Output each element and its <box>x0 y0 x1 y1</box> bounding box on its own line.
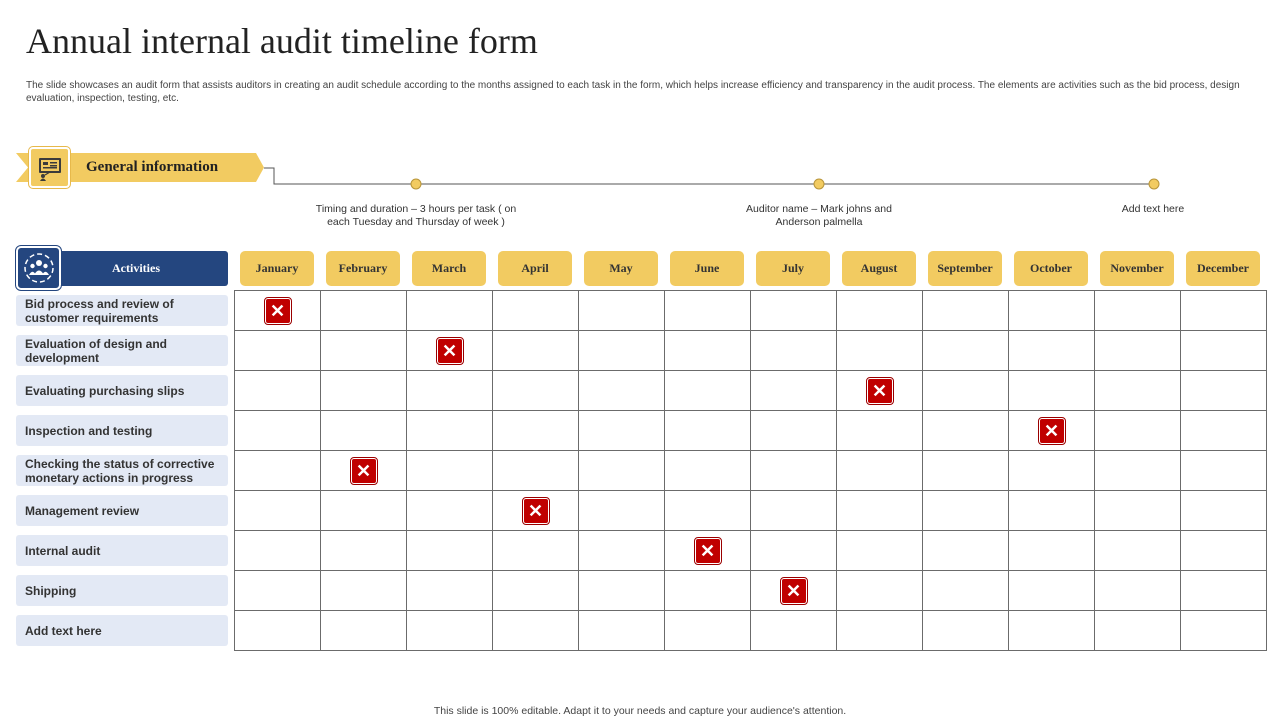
table-row <box>235 291 1267 331</box>
timeline-dot <box>411 179 421 189</box>
scheduled-mark-icon[interactable]: ✕ <box>265 298 291 324</box>
schedule-cell[interactable] <box>665 411 751 451</box>
schedule-cell[interactable] <box>751 611 837 651</box>
schedule-cell[interactable] <box>407 531 493 571</box>
schedule-cell[interactable] <box>751 411 837 451</box>
schedule-cell[interactable] <box>665 611 751 651</box>
schedule-cell[interactable] <box>923 331 1009 371</box>
month-header-december: December <box>1186 251 1260 286</box>
schedule-cell[interactable] <box>665 571 751 611</box>
activity-label: Bid process and review of customer requirements <box>16 295 228 326</box>
team-people-icon <box>23 252 55 284</box>
schedule-cell[interactable] <box>751 331 837 371</box>
schedule-cell[interactable] <box>1009 411 1095 451</box>
schedule-cell[interactable] <box>751 571 837 611</box>
schedule-cell[interactable] <box>1181 531 1267 571</box>
activities-header-label: Activities <box>112 261 160 275</box>
schedule-cell[interactable] <box>751 491 837 531</box>
month-header-july: July <box>756 251 830 286</box>
schedule-cell[interactable] <box>665 371 751 411</box>
schedule-cell[interactable] <box>407 411 493 451</box>
schedule-cell[interactable] <box>837 371 923 411</box>
schedule-cell[interactable] <box>1009 451 1095 491</box>
schedule-cell[interactable] <box>1095 531 1181 571</box>
schedule-cell[interactable] <box>321 371 407 411</box>
schedule-cell[interactable] <box>1095 491 1181 531</box>
table-row <box>235 491 1267 531</box>
schedule-cell[interactable] <box>1009 611 1095 651</box>
schedule-cell[interactable] <box>665 291 751 331</box>
schedule-cell[interactable] <box>1181 331 1267 371</box>
schedule-cell[interactable] <box>1181 611 1267 651</box>
schedule-cell[interactable] <box>1181 411 1267 451</box>
activity-label: Checking the status of corrective monetary actions in progress <box>16 455 228 486</box>
month-header-june: June <box>670 251 744 286</box>
schedule-cell[interactable] <box>923 571 1009 611</box>
schedule-cell[interactable] <box>579 531 665 571</box>
schedule-cell[interactable] <box>493 491 579 531</box>
schedule-cell[interactable] <box>665 451 751 491</box>
schedule-cell[interactable] <box>837 291 923 331</box>
schedule-cell[interactable] <box>665 331 751 371</box>
month-header-january: January <box>240 251 314 286</box>
scheduled-mark-icon[interactable]: ✕ <box>781 578 807 604</box>
schedule-cell[interactable] <box>235 291 321 331</box>
schedule-cell[interactable] <box>1095 371 1181 411</box>
schedule-cell[interactable] <box>235 411 321 451</box>
schedule-cell[interactable] <box>1095 611 1181 651</box>
schedule-cell[interactable] <box>235 331 321 371</box>
schedule-cell[interactable] <box>235 571 321 611</box>
schedule-cell[interactable] <box>493 451 579 491</box>
schedule-cell[interactable] <box>493 331 579 371</box>
schedule-cell[interactable] <box>579 451 665 491</box>
month-header-october: October <box>1014 251 1088 286</box>
schedule-cell[interactable] <box>751 451 837 491</box>
page-subtitle: The slide showcases an audit form that assists auditors in creating an audit schedule according to the months assigned to each task in the form, which helps increase efficiency and transparency in the audit process. The elements are activities such as the bid process, design evaluation, inspection, testing, etc. <box>26 80 1240 104</box>
audit-schedule-grid <box>234 290 1267 651</box>
schedule-cell[interactable] <box>1095 411 1181 451</box>
schedule-cell[interactable] <box>493 611 579 651</box>
schedule-cell[interactable] <box>923 531 1009 571</box>
schedule-cell[interactable] <box>1009 531 1095 571</box>
schedule-cell[interactable] <box>235 491 321 531</box>
schedule-cell[interactable] <box>235 611 321 651</box>
scheduled-mark-icon[interactable]: ✕ <box>437 338 463 364</box>
schedule-cell[interactable] <box>321 491 407 531</box>
schedule-cell[interactable] <box>493 291 579 331</box>
schedule-cell[interactable] <box>837 531 923 571</box>
schedule-cell[interactable] <box>321 411 407 451</box>
schedule-cell[interactable] <box>1009 331 1095 371</box>
page-title: Annual internal audit timeline form <box>26 21 538 61</box>
schedule-cell[interactable] <box>493 411 579 451</box>
schedule-cell[interactable] <box>493 371 579 411</box>
month-header-february: February <box>326 251 400 286</box>
schedule-cell[interactable] <box>579 411 665 451</box>
schedule-cell[interactable] <box>235 371 321 411</box>
table-row <box>235 611 1267 651</box>
footer-note: This slide is 100% editable. Adapt it to your needs and capture your audience's attention. <box>433 705 847 717</box>
schedule-cell[interactable] <box>751 371 837 411</box>
table-row <box>235 451 1267 491</box>
schedule-cell[interactable] <box>579 291 665 331</box>
schedule-cell[interactable] <box>837 411 923 451</box>
schedule-cell[interactable] <box>837 571 923 611</box>
schedule-cell[interactable] <box>1095 291 1181 331</box>
schedule-cell[interactable] <box>579 331 665 371</box>
schedule-cell[interactable] <box>407 491 493 531</box>
schedule-cell[interactable] <box>1095 451 1181 491</box>
timeline-dot <box>814 179 824 189</box>
month-header-august: August <box>842 251 916 286</box>
schedule-cell[interactable] <box>837 611 923 651</box>
schedule-cell[interactable] <box>1181 571 1267 611</box>
table-row <box>235 411 1267 451</box>
schedule-cell[interactable] <box>1181 491 1267 531</box>
activity-label: Management review <box>16 495 228 526</box>
activity-label: Evaluating purchasing slips <box>16 375 228 406</box>
schedule-cell[interactable] <box>1181 371 1267 411</box>
activity-label: Add text here <box>16 615 228 646</box>
schedule-cell[interactable] <box>837 491 923 531</box>
schedule-cell[interactable] <box>235 451 321 491</box>
schedule-cell[interactable] <box>493 531 579 571</box>
schedule-cell[interactable] <box>1095 331 1181 371</box>
schedule-cell[interactable] <box>1095 571 1181 611</box>
timeline-dot <box>1149 179 1159 189</box>
activity-label: Inspection and testing <box>16 415 228 446</box>
timeline-item-timing: Timing and duration – 3 hours per task ( on each Tuesday and Thursday of week ) <box>315 203 517 228</box>
schedule-cell[interactable] <box>321 611 407 651</box>
schedule-cell[interactable] <box>407 571 493 611</box>
schedule-cell[interactable] <box>665 531 751 571</box>
schedule-cell[interactable] <box>837 331 923 371</box>
schedule-cell[interactable] <box>321 571 407 611</box>
schedule-cell[interactable] <box>321 451 407 491</box>
activity-label: Evaluation of design and development <box>16 335 228 366</box>
schedule-cell[interactable] <box>923 411 1009 451</box>
schedule-cell[interactable] <box>321 331 407 371</box>
schedule-cell[interactable] <box>1181 291 1267 331</box>
scheduled-mark-icon[interactable]: ✕ <box>867 378 893 404</box>
schedule-cell[interactable] <box>321 531 407 571</box>
month-header-march: March <box>412 251 486 286</box>
schedule-cell[interactable] <box>1009 571 1095 611</box>
timeline-item-add-text: Add text here <box>1121 203 1185 215</box>
scheduled-mark-icon[interactable]: ✕ <box>695 538 721 564</box>
schedule-cell[interactable] <box>751 531 837 571</box>
schedule-cell[interactable] <box>1009 371 1095 411</box>
schedule-cell[interactable] <box>579 371 665 411</box>
schedule-cell[interactable] <box>407 451 493 491</box>
schedule-cell[interactable] <box>235 531 321 571</box>
table-row <box>235 371 1267 411</box>
schedule-cell[interactable] <box>407 611 493 651</box>
month-header-november: November <box>1100 251 1174 286</box>
schedule-cell[interactable] <box>1009 291 1095 331</box>
schedule-cell[interactable] <box>493 571 579 611</box>
schedule-cell[interactable] <box>751 291 837 331</box>
schedule-cell[interactable] <box>579 571 665 611</box>
month-header-may: May <box>584 251 658 286</box>
schedule-cell[interactable] <box>579 491 665 531</box>
schedule-cell[interactable] <box>923 491 1009 531</box>
table-row <box>235 531 1267 571</box>
general-info-label: General information <box>86 159 219 175</box>
scheduled-mark-icon[interactable]: ✕ <box>523 498 549 524</box>
schedule-cell[interactable] <box>1009 491 1095 531</box>
schedule-cell[interactable] <box>407 291 493 331</box>
activity-label: Shipping <box>16 575 228 606</box>
scheduled-mark-icon[interactable]: ✕ <box>351 458 377 484</box>
schedule-cell[interactable] <box>407 371 493 411</box>
schedule-cell[interactable] <box>923 291 1009 331</box>
schedule-cell[interactable] <box>923 451 1009 491</box>
schedule-cell[interactable] <box>665 491 751 531</box>
month-header-september: September <box>928 251 1002 286</box>
table-row <box>235 571 1267 611</box>
scheduled-mark-icon[interactable]: ✕ <box>1039 418 1065 444</box>
activity-label: Internal audit <box>16 535 228 566</box>
table-row <box>235 331 1267 371</box>
schedule-cell[interactable] <box>923 611 1009 651</box>
schedule-cell[interactable] <box>407 331 493 371</box>
schedule-cell[interactable] <box>1181 451 1267 491</box>
schedule-cell[interactable] <box>923 371 1009 411</box>
activities-icon-box <box>16 246 61 290</box>
timeline-item-auditor: Auditor name – Mark johns and Anderson palmella <box>746 203 892 228</box>
month-header-april: April <box>498 251 572 286</box>
schedule-cell[interactable] <box>837 451 923 491</box>
schedule-cell[interactable] <box>579 611 665 651</box>
schedule-cell[interactable] <box>321 291 407 331</box>
